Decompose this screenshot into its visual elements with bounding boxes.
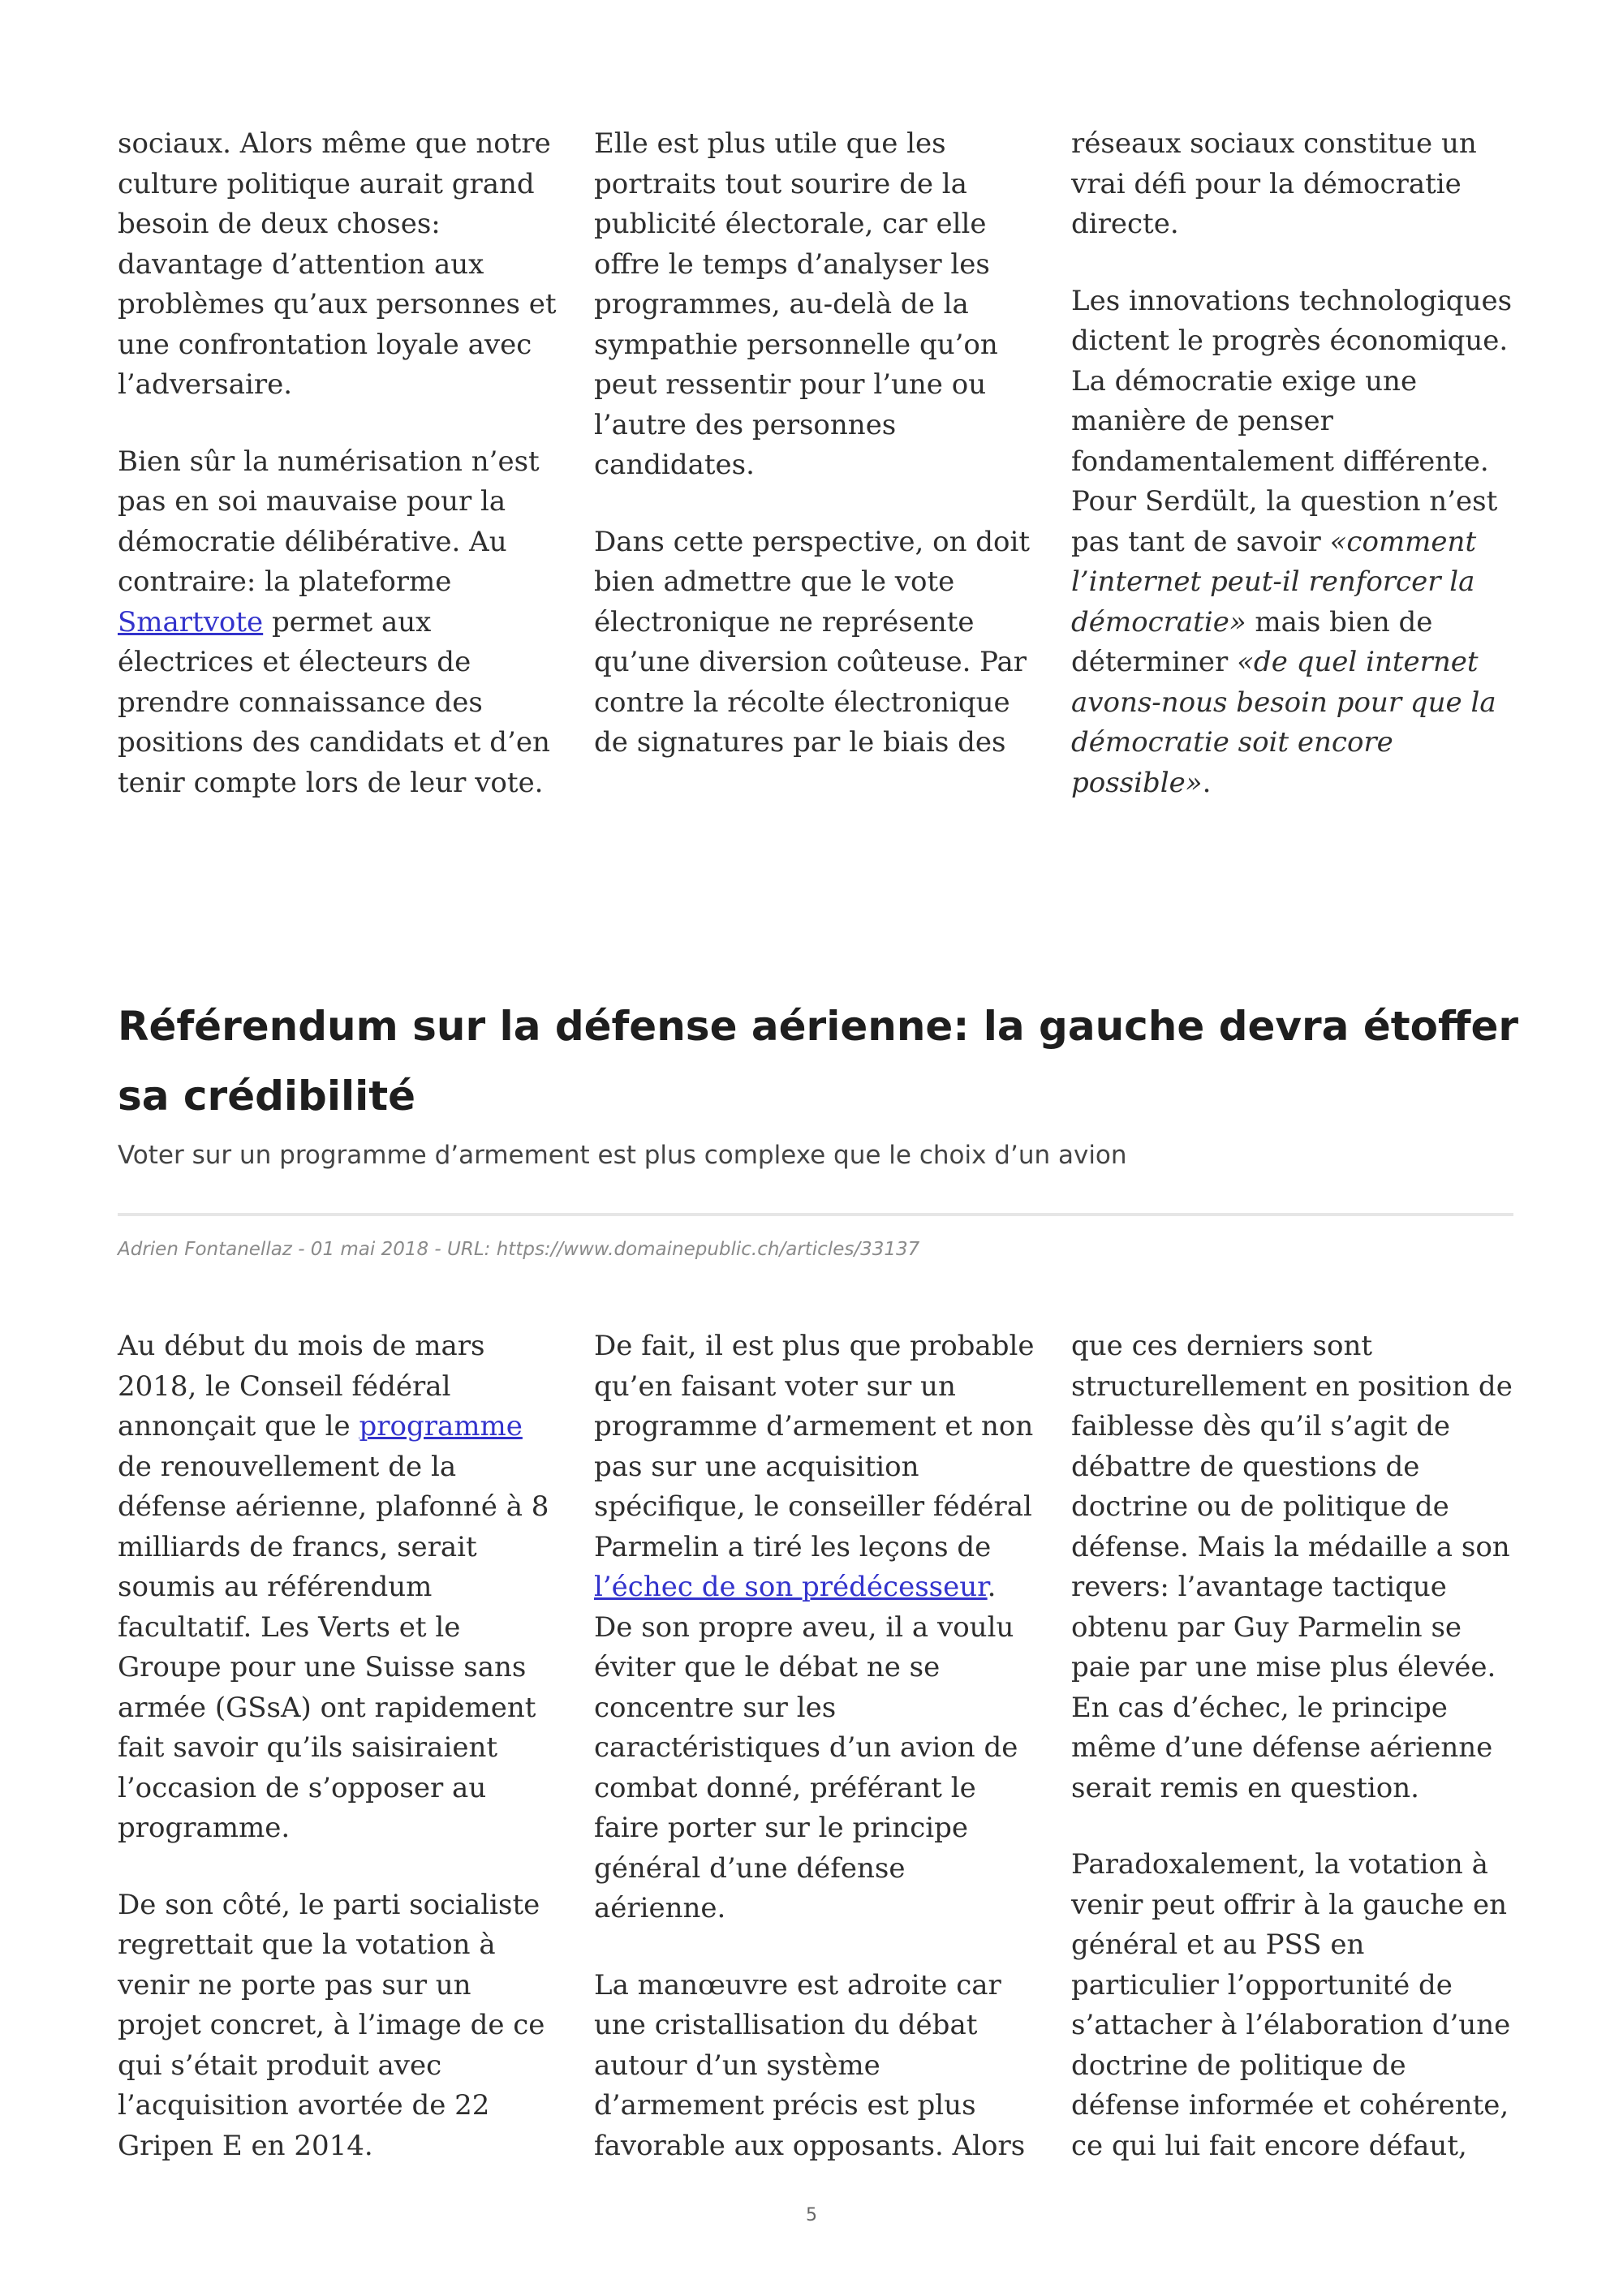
text-run: Au début du mois de mars 2018, le Conseil fédéral annonçait que le bbox=[118, 1330, 485, 1443]
quote: «comment l’internet peut-il renforcer la démocratie» bbox=[1071, 525, 1477, 638]
smartvote-link[interactable]: Smartvote bbox=[118, 605, 264, 638]
prev-article-column-3 bbox=[1071, 124, 1513, 803]
paragraph: réseaux sociaux constitue un vrai défi pour la démocratie directe. bbox=[1071, 127, 1477, 240]
article-title: Référendum sur la défense aérienne: la gauche devra étoffer sa crédibilité bbox=[118, 1003, 1519, 1120]
prev-article-column-1 bbox=[118, 124, 560, 803]
text-run: Les innovations technologiques dictent le progrès économique. La démocratie exige une manière de penser fondamentalement différente. Pour Serdült, la question n’est pas tant de savoir bbox=[1071, 284, 1513, 558]
paragraph: sociaux. Alors même que notre culture politique aurait grand besoin de deux choses: davantage d’attention aux problèmes qu’aux personnes et une confrontation loyale avec l’adversaire. bbox=[118, 127, 557, 401]
paragraph bbox=[118, 1326, 560, 1849]
text-run: permet aux électrices et électeurs de prendre connaissance des positions des candidats et d’en tenir compte lors de leur vote. bbox=[118, 605, 550, 799]
predecessor-failure-link[interactable]: l’échec de son prédécesseur bbox=[594, 1571, 988, 1603]
programme-link[interactable]: programme bbox=[359, 1410, 523, 1443]
article-column-3 bbox=[1071, 1326, 1513, 2166]
article-column-1 bbox=[118, 1326, 560, 2166]
text-run: . bbox=[1202, 766, 1212, 799]
header-divider bbox=[118, 1213, 1513, 1216]
paragraph bbox=[1071, 282, 1513, 804]
page-number: 5 bbox=[806, 2205, 817, 2225]
paragraph: Dans cette perspective, on doit bien admettre que le vote électronique ne représente qu’une diversion coûteuse. Par contre la récolte électronique de signatures par le biais des bbox=[594, 525, 1031, 759]
text-run: de renouvellement de la défense aérienne, plafonné à 8 milliards de francs, serait soumis au référendum facultatif. Les Verts et le Groupe pour une Suisse sans armée (GSsA) ont rapidement fait savoir qu’ils saisiraient l’occasion de s’opposer au programme. bbox=[118, 1450, 549, 1844]
paragraph: Paradoxalement, la votation à venir peut offrir à la gauche en général et au PSS en particulier l’opportunité de s’attacher à l’élaboration d’une doctrine de politique de défense informée et cohérente, ce qui lui fait encore défaut, bbox=[1071, 1848, 1511, 2162]
article-subtitle: Voter sur un programme d’armement est plus complexe que le choix d’un avion bbox=[118, 1141, 1127, 1170]
quote: «de quel internet avons-nous besoin pour que la démocratie soit encore possible» bbox=[1071, 646, 1496, 799]
paragraph bbox=[118, 442, 560, 804]
paragraph: De son côté, le parti socialiste regrettait que la votation à venir ne porte pas sur un projet concret, à l’image de ce qui s’était produit avec l’acquisition avortée de 22 Gripen E en 2014. bbox=[118, 1888, 545, 2162]
article-column-2 bbox=[594, 1326, 1036, 2166]
paragraph bbox=[594, 1326, 1036, 1929]
paragraph: que ces derniers sont structurellement en position de faiblesse dès qu’il s’agit de débattre de questions de doctrine ou de politique de défense. Mais la médaille a son revers: l’avantage tactique obtenu par Guy Parmelin se paie par une mise plus élevée. En cas d’échec, le principe même d’une défense aérienne serait remis en question. bbox=[1071, 1330, 1513, 1804]
prev-article-column-2 bbox=[594, 124, 1036, 763]
article-byline: Adrien Fontanellaz - 01 mai 2018 - URL: https://www.domainepublic.ch/articles/33137 bbox=[118, 1239, 920, 1260]
text-run: Bien sûr la numérisation n’est pas en soi mauvaise pour la démocratie délibérative. Au contraire: la plateforme bbox=[118, 445, 540, 598]
paragraph: La manœuvre est adroite car une cristallisation du débat autour d’un système d’armement précis est plus favorable aux opposants. Alors bbox=[594, 1968, 1026, 2162]
text-run: . De son propre aveu, il a voulu éviter que le débat ne se concentre sur les caractéristiques d’un avion de combat donné, préférant le faire porter sur le principe général d’une défense aérienne. bbox=[594, 1571, 1018, 1924]
text-run: De fait, il est plus que probable qu’en faisant voter sur un programme d’armement et non pas sur une acquisition spécifique, le conseiller fédéral Parmelin a tiré les leçons de bbox=[594, 1330, 1035, 1563]
text-run: mais bien de déterminer bbox=[1071, 605, 1433, 678]
paragraph: Elle est plus utile que les portraits tout sourire de la publicité électorale, car elle offre le temps d’analyser les programmes, au-delà de la sympathie personnelle qu’on peut ressentir pour l’une ou l’autre des personnes candidates. bbox=[594, 127, 998, 481]
